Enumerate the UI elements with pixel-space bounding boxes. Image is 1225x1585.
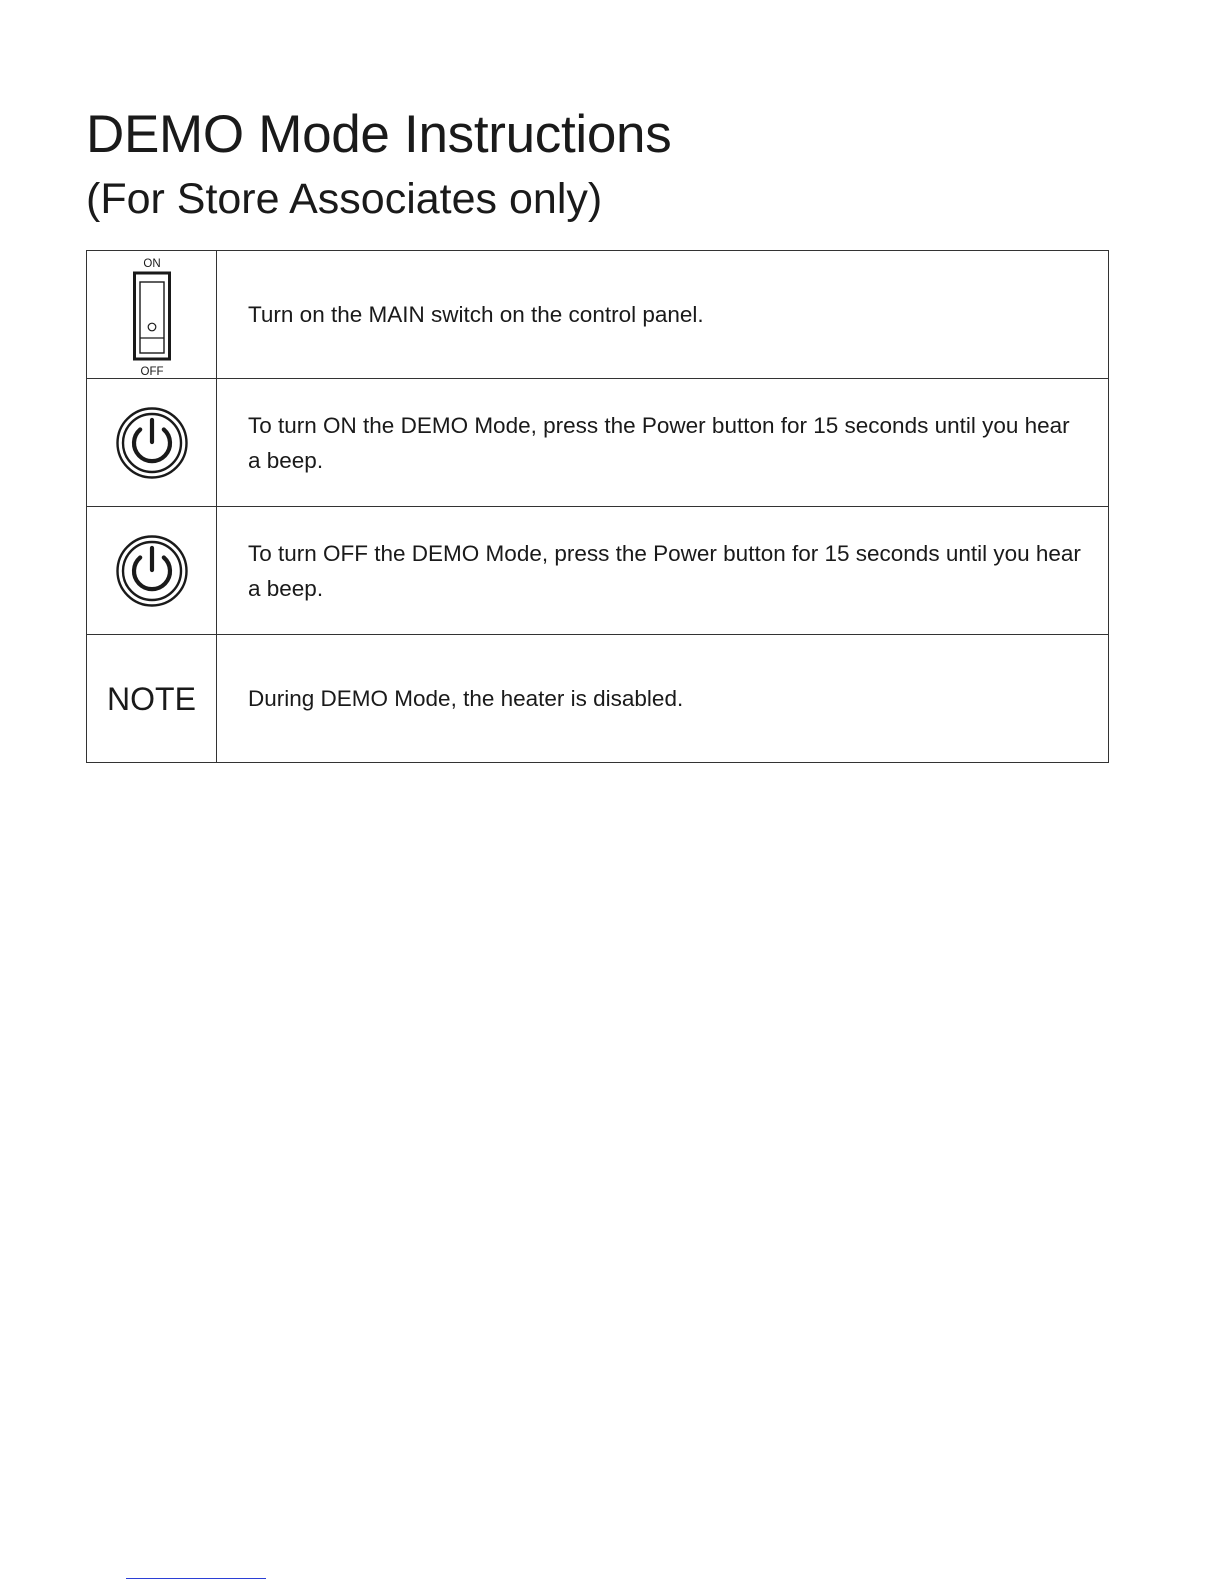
instruction-text: During DEMO Mode, the heater is disabled. [217, 635, 1109, 763]
footer-link-underline [126, 1578, 266, 1579]
instruction-row-main-switch [87, 251, 1109, 379]
switch-on-label: ON [142, 257, 161, 270]
instruction-row-demo-off [87, 507, 1109, 635]
rocker-switch-icon [122, 253, 182, 377]
switch-off-label: OFF [140, 365, 163, 377]
power-button-icon [114, 533, 190, 609]
page-subtitle: (For Store Associates only) [86, 175, 603, 223]
instruction-text: To turn OFF the DEMO Mode, press the Power button for 15 seconds until you hear a beep. [217, 507, 1109, 635]
note-label: NOTE [107, 680, 196, 717]
power-button-icon [114, 405, 190, 481]
icon-cell [87, 251, 217, 379]
icon-cell [87, 379, 217, 507]
instruction-text: To turn ON the DEMO Mode, press the Power button for 15 seconds until you hear a beep. [217, 379, 1109, 507]
instruction-row-demo-on [87, 379, 1109, 507]
page-title: DEMO Mode Instructions [86, 105, 672, 164]
instructions-table [86, 250, 1109, 763]
instruction-row-note [87, 635, 1109, 763]
icon-cell [87, 507, 217, 635]
icon-cell [87, 635, 217, 763]
instruction-text: Turn on the MAIN switch on the control panel. [217, 251, 1109, 379]
